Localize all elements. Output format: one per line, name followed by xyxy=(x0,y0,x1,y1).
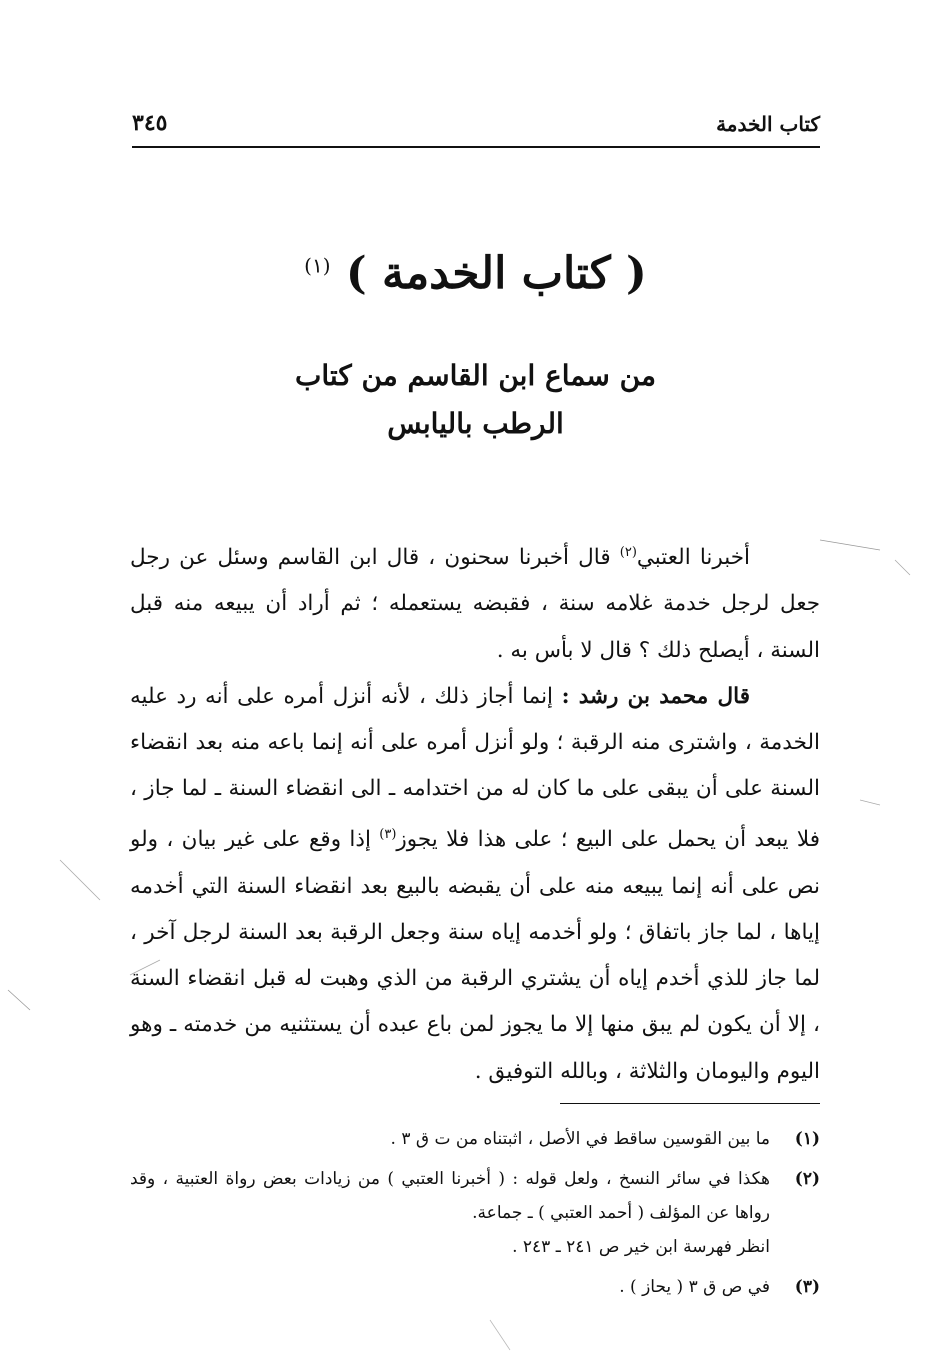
footnote-text: في ص ق ٣ ( يحاز ) . xyxy=(619,1277,770,1297)
body-text xyxy=(130,530,820,1095)
footnote-number: (٢) xyxy=(794,1169,820,1189)
subtitle-line-1: من سماع ابن القاسم من كتاب xyxy=(295,359,656,392)
footnote-1 xyxy=(130,1122,820,1156)
chapter-title-text: ( كتاب الخدمة ) xyxy=(345,248,647,299)
footnote-2 xyxy=(130,1162,820,1264)
footnote-number: (٣) xyxy=(794,1277,820,1297)
footnote-reference: انظر فهرسة ابن خير ص ٢٤١ ـ ٢٤٣ . xyxy=(512,1237,770,1257)
running-title: كتاب الخدمة xyxy=(716,112,820,136)
commentary-speaker: قال محمد بن رشد : xyxy=(561,683,750,709)
footnote-body xyxy=(130,1162,770,1264)
p1-text-a: أخبرنا العتبي xyxy=(636,545,750,571)
footnote-3 xyxy=(130,1270,820,1304)
footnote-text: ما بين القوسين ساقط في الأصل ، اثبتناه من ت ق ٣ . xyxy=(390,1129,770,1149)
footnotes xyxy=(130,1122,820,1310)
paragraph-1 xyxy=(130,530,820,674)
section-subtitle xyxy=(0,352,951,448)
p2-text-a: إنما أجاز ذلك ، لأنه أنزل أمره على أنه رد عليه الخدمة ، واشترى منه الرقبة ؛ ولو أنزل أمره على أنه إنما باعه منه بعد انقضاء السنة على أن يبقى على ما كان له من اختدامه ـ الى انقضاء السنة ـ لما جاز ، فلا يبعد أن يحمل على البيع ؛ على هذا فلا يجوز xyxy=(130,683,820,853)
p2-footnote-ref: (٣) xyxy=(379,827,397,843)
subtitle-line-2: الرطب باليابس xyxy=(387,407,564,440)
chapter-title xyxy=(0,248,951,299)
p1-footnote-ref: (٢) xyxy=(619,545,637,560)
footnote-number: (١) xyxy=(794,1129,820,1149)
paragraph-2 xyxy=(130,674,820,1095)
title-footnote-ref: (١) xyxy=(304,253,331,278)
p2-text-b: إذا وقع على غير بيان ، ولو نص على أنه إنما يبيعه منه على أن يقبضه بالبيع بعد انقضاء السنة التي أخدمه إياها ، لما جاز باتفاق ؛ ولو أخدمه إياه سنة وجعل الرقبة بعد السنة لرجل آخر ، لما جاز للذي أخدم إياه أن يشتري الرقبة من الذي وهبت له قبل انقضاء السنة ، إلا أن يكون لم يبق منها إلا ما يجوز لمن باع عبده أن يستثنيه من خدمته ـ وهو اليوم واليومان والثلاثة ، وبالله التوفيق . xyxy=(130,827,820,1084)
page-number: ٣٤٥ xyxy=(132,110,168,136)
running-header xyxy=(132,108,820,148)
p1-text-b: قال أخبرنا سحنون ، قال ابن القاسم وسئل عن رجل جعل لرجل خدمة غلامه سنة ، فقبضه يستعمله ؛ ثم أراد أن يبيعه منه قبل السنة ، أيصلح ذلك ؟ قال لا بأس به . xyxy=(130,545,820,663)
footnote-separator xyxy=(560,1103,820,1104)
footnote-text: هكذا في سائر النسخ ، ولعل قوله : ( أخبرنا العتبي ) من زيادات بعض رواة العتبية ، وقد رواها عن المؤلف ( أحمد العتبي ) ـ جماعة. xyxy=(130,1169,770,1223)
